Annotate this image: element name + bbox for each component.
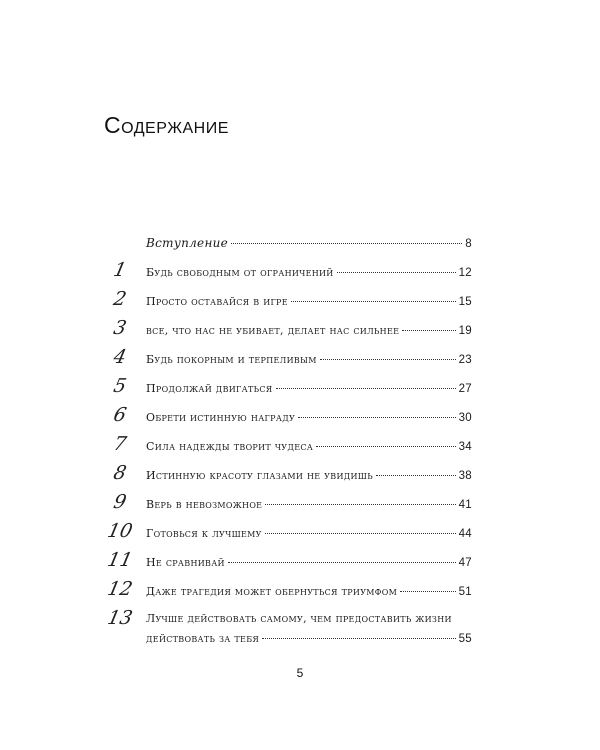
toc-page-number: 12: [458, 267, 472, 279]
dot-leader: [402, 330, 455, 331]
toc-entry-title: Готовься к лучшему: [146, 527, 262, 540]
toc-entry-4[interactable]: [100, 342, 472, 371]
toc-entry-title: Будь покорным и терпеливым: [146, 353, 317, 366]
toc-page-number: 19: [458, 325, 472, 337]
chapter-number: 9: [111, 491, 129, 513]
toc-entry-title: Будь свободным от ограничений: [146, 266, 334, 279]
toc-page-number: 44: [458, 528, 472, 540]
toc-entry-9[interactable]: [100, 487, 472, 516]
toc-entry-8[interactable]: [100, 458, 472, 487]
toc-page-number: 15: [458, 296, 472, 308]
dot-leader: [262, 638, 455, 639]
toc-page-number: 30: [458, 412, 472, 424]
toc-entry-title: Истинную красоту глазами не увидишь: [146, 469, 373, 482]
toc-entry-10[interactable]: [100, 516, 472, 545]
toc-page-number: 47: [458, 557, 472, 569]
toc-entry-11[interactable]: [100, 545, 472, 574]
dot-leader: [320, 359, 456, 360]
chapter-number: 6: [111, 404, 129, 426]
chapter-number: 13: [105, 607, 135, 629]
dot-leader: [298, 417, 456, 418]
page-title: Содержание: [104, 112, 229, 138]
toc-page-number: 23: [458, 354, 472, 366]
toc-entry-title: Сила надежды творит чудеса: [146, 440, 314, 453]
page-number: 5: [296, 666, 304, 680]
chapter-number: 11: [105, 549, 135, 571]
toc-entry-title: Продолжай двигаться: [146, 382, 273, 395]
chapter-number: 5: [111, 375, 129, 397]
toc-entry-title-line1: Лучше действовать самому, чем предоставить жизни: [146, 612, 452, 625]
chapter-number: 4: [111, 346, 129, 368]
toc-entry-intro[interactable]: [100, 226, 472, 255]
toc-entry-title: Верь в невозможное: [146, 498, 263, 511]
dot-leader: [291, 301, 456, 302]
chapter-number: 1: [111, 259, 129, 281]
dot-leader: [276, 388, 456, 389]
toc-entry-1[interactable]: [100, 255, 472, 284]
toc-entry-title: Просто оставайся в игре: [146, 295, 288, 308]
toc-entry-title: все, что нас не убивает, делает нас сильнее: [146, 324, 400, 337]
toc-entry-3[interactable]: [100, 313, 472, 342]
toc-entry-2[interactable]: [100, 284, 472, 313]
toc-page-number: 51: [458, 586, 472, 598]
dot-leader: [316, 446, 455, 447]
toc-entry-title: Обрети истинную награду: [146, 411, 296, 424]
toc-entry-12[interactable]: [100, 574, 472, 603]
toc-page-number: 8: [465, 238, 472, 250]
dot-leader: [265, 533, 456, 534]
toc-entry-title: Не сравнивай: [146, 556, 225, 569]
toc-page-number: 38: [458, 470, 472, 482]
chapter-number: 8: [111, 462, 129, 484]
chapter-number: 10: [105, 520, 135, 542]
toc-page-number: 55: [458, 633, 472, 645]
toc-entry-5[interactable]: [100, 371, 472, 400]
dot-leader: [231, 243, 462, 244]
chapter-number: 3: [111, 317, 129, 339]
toc-page-number: 27: [458, 383, 472, 395]
toc-entry-7[interactable]: [100, 429, 472, 458]
chapter-number: 2: [111, 288, 129, 310]
chapter-number: 12: [105, 578, 135, 600]
toc-page-number: 34: [458, 441, 472, 453]
table-of-contents: [100, 226, 472, 650]
toc-entry-title: Вступление: [146, 236, 229, 250]
toc-page-number: 41: [458, 499, 472, 511]
toc-entry-13[interactable]: [100, 603, 472, 650]
dot-leader: [265, 504, 455, 505]
dot-leader: [228, 562, 456, 563]
dot-leader: [400, 591, 456, 592]
chapter-number: 7: [111, 433, 129, 455]
toc-entry-title-line2: действовать за тебя: [146, 632, 260, 645]
dot-leader: [337, 272, 456, 273]
toc-entry-title: Даже трагедия может обернуться триумфом: [146, 585, 398, 598]
dot-leader: [376, 475, 456, 476]
toc-entry-6[interactable]: [100, 400, 472, 429]
